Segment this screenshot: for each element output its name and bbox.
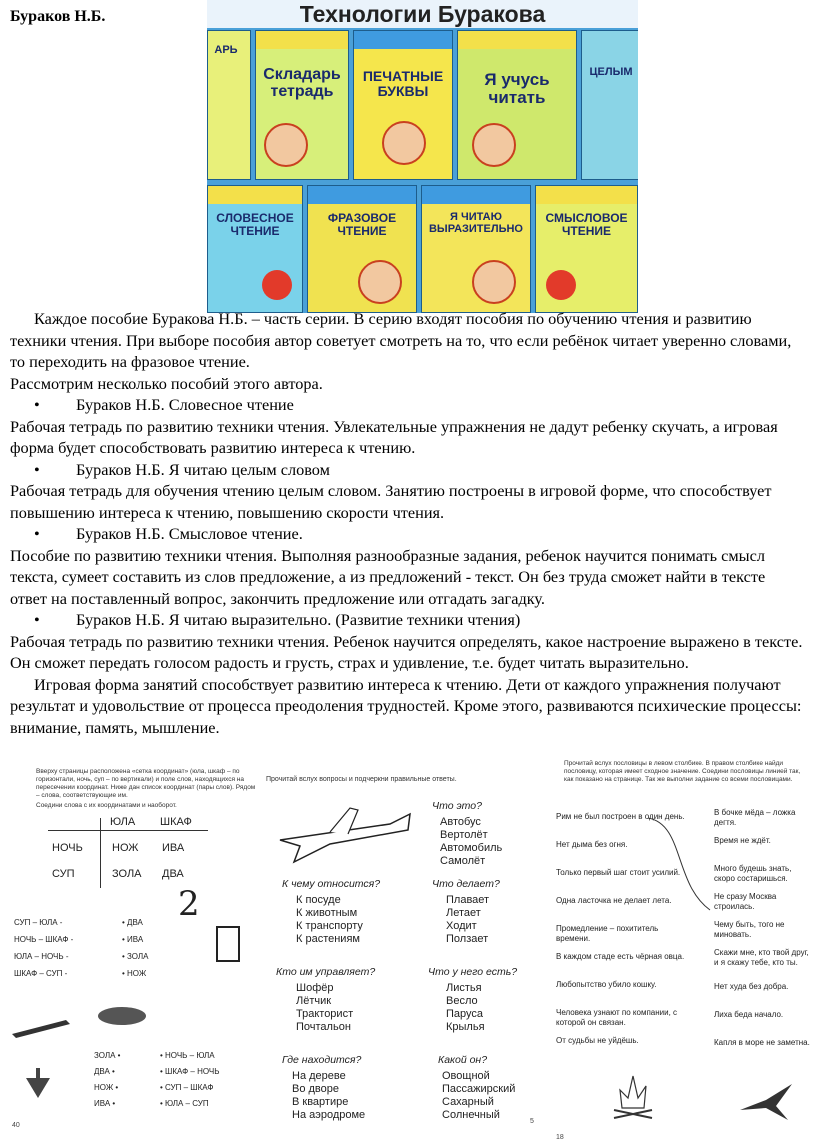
page-instructions: Прочитай вслух вопросы и подчеркни правильные ответы. — [266, 776, 457, 783]
grid-cell: ДВА — [162, 868, 184, 880]
outlined-digit: 2 — [178, 884, 200, 924]
answer-option: Солнечный — [442, 1109, 500, 1121]
answer-option: На аэродроме — [292, 1109, 366, 1121]
list-item: • НОЧЬ – ЮЛА — [160, 1051, 215, 1060]
list-item-title: Бураков Н.Б. Смысловое чтение. — [76, 524, 303, 543]
book-title: Я учусь читать — [484, 70, 550, 107]
hand-stopwatch-icon — [264, 123, 308, 167]
connecting-line — [644, 814, 714, 914]
page-instructions-2: Соедини слова с их координатами и наоборот. — [36, 802, 177, 809]
spinning-top-icon — [18, 1064, 58, 1104]
list-item: ИВА • — [94, 1099, 116, 1108]
proverb-list-right — [714, 808, 810, 1066]
grid-row-head: СУП — [52, 868, 75, 880]
book-title: АРЬ — [214, 44, 238, 56]
proverb: Не сразу Москва строилась. — [714, 892, 777, 911]
proverb: В каждом стаде есть чёрная овца. — [556, 952, 685, 961]
badge-icon — [546, 270, 576, 300]
book-title: Складарь тетрадь — [263, 66, 341, 100]
page-instructions: Прочитай вслух пословицы в левом столбике. В правом столбике найди пословицу, которая имеет сходное значение. Соедини пословицы линией так, как показано на странице. Так же выполни задание со всеми пословицами. — [564, 760, 801, 783]
answer-option: Лётчик — [296, 995, 332, 1007]
list-item-desc: Рабочая тетрадь для обучения чтению целым словом. Занятию построены в игровой форме, что способствует повышению интереса к чтению, повышению скорости чтения. — [10, 481, 772, 522]
book-cover — [255, 30, 349, 180]
list-item: • ДВА — [122, 918, 143, 927]
list-item-title: Бураков Н.Б. Словесное чтение — [76, 395, 294, 414]
answer-option: Крылья — [446, 1021, 485, 1033]
list-item: ШКАФ – СУП - — [14, 969, 68, 978]
hand-stopwatch-icon — [358, 260, 402, 304]
answer-list — [292, 1070, 365, 1122]
proverb: Лиха беда начало. — [714, 1010, 784, 1019]
intro-paragraph-2: Рассмотрим несколько пособий этого автора. — [10, 373, 323, 393]
outro-paragraph: Игровая форма занятий способствует развитию интереса к чтению. Дети от каждого упражнения получают результат и удовольствие от процесса преодоления трудностей. Кроме этого, развиваются психические процессы: внимание, память, мышление. — [10, 674, 802, 737]
list-item-desc: Пособие по развитию техники чтения. Выполняя разнообразные задания, ребенок научится понимать смысл текста, сумеет составить из слов предложение, а из предложений - текст. Он без труда сможет найти в тексте ответ на поставленный вопрос, закончить предложение или отгадать загадку. — [10, 545, 766, 608]
answer-option: Вертолёт — [440, 829, 488, 841]
book-cover — [207, 185, 303, 313]
airplane-icon — [270, 800, 420, 870]
list-item: ЗОЛА • — [94, 1051, 121, 1060]
answer-list — [446, 982, 485, 1034]
book-cover — [535, 185, 638, 313]
list-item: НОЖ • — [94, 1083, 119, 1092]
question-label: Что у него есть? — [428, 966, 518, 978]
book-title: СМЫСЛОВОЕ ЧТЕНИЕ — [545, 211, 628, 238]
answer-option: Листья — [446, 982, 482, 994]
proverb: Нет худа без добра. — [714, 982, 789, 991]
answer-option: К посуде — [296, 894, 341, 906]
page-number: 18 — [556, 1134, 564, 1141]
answer-list — [296, 894, 363, 946]
grid-row-head: НОЧЬ — [52, 842, 83, 854]
workbook-page-coordinates — [8, 768, 258, 1140]
book-series-collage — [207, 0, 638, 313]
page-instructions: Вверху страницы расположена «сетка координат» (юла, шкаф – по горизонтали, ночь, суп – по вертикали) и поле слов, находящихся на пересечении координат. Ниже дан список координат (пары слов). Рядом – слова, соответствующие им. — [36, 768, 256, 799]
book-title: Я ЧИТАЮ ВЫРАЗИТЕЛЬНО — [428, 211, 523, 235]
campfire-icon — [608, 1072, 658, 1132]
coordinate-list-2 — [160, 1048, 219, 1112]
list-item: • СУП – ШКАФ — [160, 1083, 214, 1092]
answer-option: Шофёр — [296, 982, 334, 994]
answer-option: Ходит — [446, 920, 477, 932]
swallow-icon — [736, 1080, 796, 1126]
grid-cell: ЗОЛА — [112, 868, 142, 880]
list-item: ЮЛА – НОЧЬ - — [14, 952, 69, 961]
proverb: Время не ждёт. — [714, 836, 771, 845]
proverb: Одна ласточка не делает лета. — [556, 896, 672, 905]
hand-stopwatch-icon — [472, 260, 516, 304]
answer-option: К растениям — [296, 933, 360, 945]
answer-option: Тракторист — [296, 1008, 354, 1020]
book-title: ФРАЗОВОЕ ЧТЕНИЕ — [327, 211, 397, 238]
word-list — [122, 914, 148, 982]
answer-list — [296, 982, 353, 1034]
proverb: Любопытство убило кошку. — [556, 980, 657, 989]
workbook-page-questions — [262, 772, 532, 1132]
grid-vertical-line — [100, 818, 101, 888]
page-number: 5 — [530, 1118, 534, 1125]
proverb: Чему быть, того не миновать. — [714, 920, 785, 939]
list-item: • ИВА — [122, 935, 144, 944]
book-cover — [307, 185, 417, 313]
answer-list — [440, 816, 502, 868]
proverb: Капля в море не заметна. — [714, 1038, 810, 1047]
question-label: Что это? — [432, 800, 482, 812]
collage-title: Технологии Буракова — [207, 0, 638, 28]
question-label: Где находится? — [282, 1054, 362, 1066]
grid-col-head: ЮЛА — [110, 816, 136, 828]
answer-option: Во дворе — [292, 1083, 340, 1095]
proverb: Человека узнают по компании, с которой он связан. — [556, 1008, 678, 1027]
list-item: ДВА • — [94, 1067, 115, 1076]
cabinet-icon — [216, 926, 240, 962]
proverb: Только первый шаг стоит усилий. — [556, 868, 681, 877]
answer-option: Летает — [446, 907, 481, 919]
answer-option: Весло — [446, 995, 478, 1007]
answer-option: На дереве — [292, 1070, 346, 1082]
answer-option: Пассажирский — [442, 1083, 516, 1095]
answer-option: В квартире — [292, 1096, 349, 1108]
answer-option: Автобус — [440, 816, 481, 828]
book-title: ЦЕЛЫМ — [589, 66, 633, 78]
book-cover — [581, 30, 638, 180]
answer-option: Паруса — [446, 1008, 484, 1020]
list-item: • Бураков Н.Б. Смысловое чтение. — [34, 524, 303, 543]
answer-option: Ползает — [446, 933, 489, 945]
hand-stopwatch-icon — [472, 123, 516, 167]
answer-list — [446, 894, 489, 946]
proverb: Скажи мне, кто твой друг, и я скажу тебе, кто ты. — [714, 948, 809, 967]
list-item: • НОЖ — [122, 969, 147, 978]
list-item-desc: Рабочая тетрадь по развитию техники чтения. Увлекательные упражнения не дадут ребенку скучать, а игровая форма будет способствовать развитию интереса к чтению. — [10, 416, 778, 457]
list-item: СУП – ЮЛА - — [14, 918, 63, 927]
bowl-icon — [92, 996, 152, 1036]
book-cover — [457, 30, 577, 180]
grid-horizontal-line — [48, 830, 208, 831]
list-item: • ЮЛА – СУП — [160, 1099, 209, 1108]
book-cover — [421, 185, 531, 313]
book-title: СЛОВЕСНОЕ ЧТЕНИЕ — [216, 211, 294, 238]
grid-cell: ИВА — [162, 842, 185, 854]
proverb: Нет дыма без огня. — [556, 840, 628, 849]
list-item: • Бураков Н.Б. Я читаю выразительно. (Развитие техники чтения) — [34, 610, 521, 629]
list-item-title: Бураков Н.Б. Я читаю выразительно. (Развитие техники чтения) — [76, 610, 521, 629]
page-number: 40 — [12, 1122, 20, 1129]
book-cover — [207, 30, 251, 180]
answer-list — [442, 1070, 515, 1122]
grid-cell: НОЖ — [112, 842, 139, 854]
intro-paragraph: Каждое пособие Буракова Н.Б. – часть серии. В серию входят пособия по обучению чтения и развитию техники чтения. При выборе пособия автор советует смотреть на то, что если ребёнок читает уверенно словами, то переходить на фразовое чтение. — [10, 309, 792, 371]
coordinate-list — [14, 914, 73, 982]
question-label: Какой он? — [438, 1054, 488, 1066]
question-label: Кто им управляет? — [276, 966, 376, 978]
proverb: Много будешь знать, скоро состаришься. — [714, 864, 792, 883]
question-label: Что делает? — [432, 878, 500, 890]
list-item-desc: Рабочая тетрадь по развитию техники чтения. Ребенок научится определять, какое настроение выражено в тексте. Он сможет передать голосом радость и грусть, страх и удивление, т.е. будет читать выразительно. — [10, 631, 803, 672]
answer-option: К транспорту — [296, 920, 363, 932]
book-cover — [353, 30, 453, 180]
proverb: В бочке мёда – ложка дегтя. — [714, 808, 796, 827]
answer-option: Автомобиль — [440, 842, 503, 854]
list-item: • Бураков Н.Б. Я читаю целым словом — [34, 459, 330, 479]
answer-option: Почтальон — [296, 1021, 351, 1033]
word-list-2 — [94, 1048, 120, 1112]
question-label: К чему относится? — [282, 878, 381, 890]
proverb: Промедление – похититель времени. — [556, 924, 659, 943]
hand-stopwatch-icon — [382, 121, 426, 165]
list-item: • Бураков Н.Б. Словесное чтение — [34, 395, 294, 414]
list-item: • ШКАФ – НОЧЬ — [160, 1067, 220, 1076]
badge-icon — [262, 270, 292, 300]
answer-option: Плавает — [446, 894, 490, 906]
answer-option: К животным — [296, 907, 358, 919]
proverb: Рим не был построен в один день. — [556, 812, 685, 821]
answer-option: Самолёт — [440, 855, 486, 867]
article-body — [10, 308, 806, 738]
list-item-title: Бураков Н.Б. Я читаю целым словом — [76, 459, 330, 479]
book-title: ПЕЧАТНЫЕ БУКВЫ — [362, 68, 444, 99]
list-item: • ЗОЛА — [122, 952, 149, 961]
grid-col-head: ШКАФ — [160, 816, 192, 828]
author-heading: Бураков Н.Б. — [10, 8, 106, 25]
list-item: НОЧЬ – ШКАФ - — [14, 935, 74, 944]
answer-option: Сахарный — [442, 1096, 494, 1108]
proverb: От судьбы не уйдёшь. — [556, 1036, 639, 1045]
answer-option: Овощной — [442, 1070, 490, 1082]
workbook-page-proverbs — [548, 760, 812, 1142]
